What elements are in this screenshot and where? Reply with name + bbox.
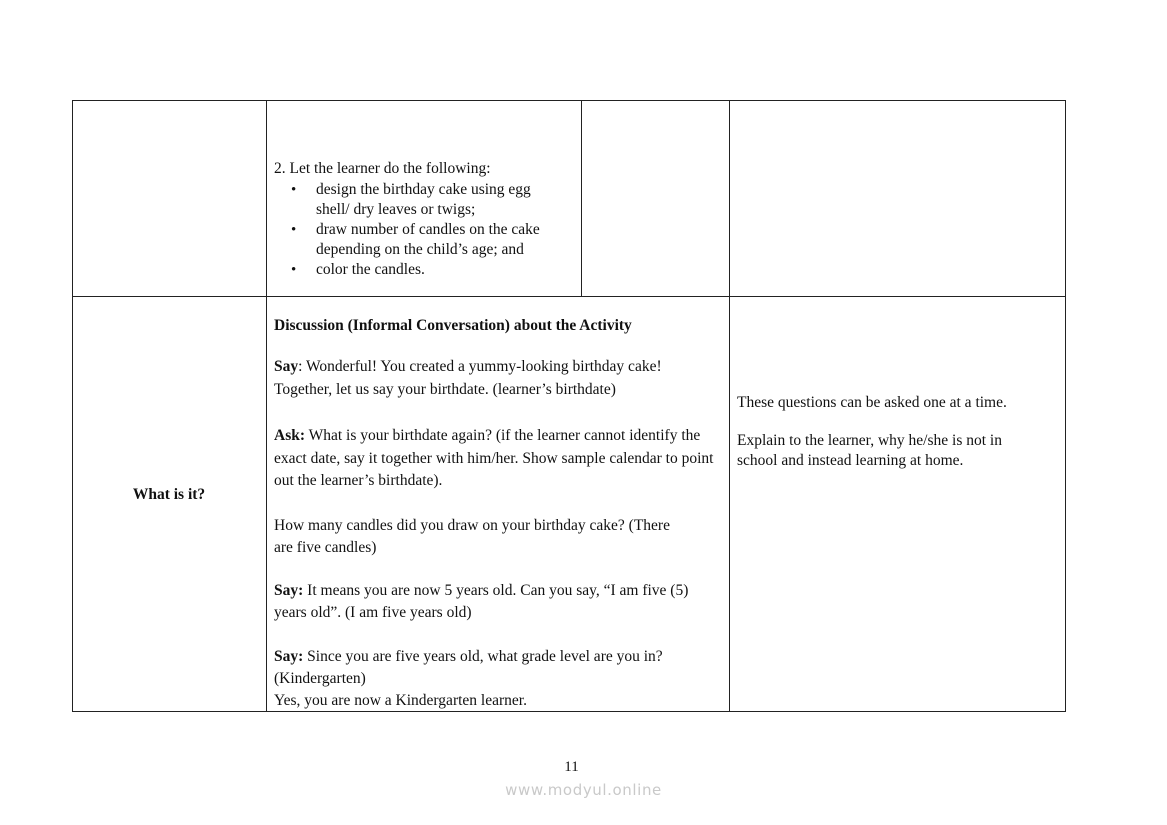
row1-bullet-list [274, 180, 566, 280]
table-border-right [1065, 100, 1066, 712]
teacher-note-2-line1: Explain to the learner, why he/she is not in [737, 432, 1002, 449]
say-paragraph-1-line2: Together, let us say your birthdate. (learner’s birthdate) [274, 381, 616, 398]
say-paragraph-3-line3: Yes, you are now a Kindergarten learner. [274, 692, 527, 709]
ask-label: Ask: [274, 427, 306, 444]
say-text: : Wonderful! You created a yummy-looking birthday cake! [298, 358, 662, 375]
say-paragraph-1 [274, 357, 662, 377]
list-item: • draw number of candles on the cake depending on the child’s age; and [274, 220, 566, 260]
say-paragraph-2-line2: years old”. (I am five years old) [274, 604, 472, 621]
list-item: • design the birthday cake using egg shell/ dry leaves or twigs; [274, 180, 566, 220]
row1-instruction: 2. Let the learner do the following: [274, 160, 491, 177]
ask-text: What is your birthdate again? (if the learner cannot identify the exact date, say it together with him/her. Show sample calendar to point out the learner’s birthdate). [274, 427, 714, 489]
watermark: www.modyul.online [505, 781, 662, 799]
say-label: Say: [274, 648, 304, 665]
candles-question-line1: How many candles did you draw on your birthday cake? (There [274, 517, 670, 534]
table-border-left [72, 100, 73, 712]
say-paragraph-3 [274, 647, 663, 667]
say-paragraph-3-line2: (Kindergarten) [274, 670, 366, 687]
table-border-top [72, 100, 1066, 101]
row-divider [72, 296, 1066, 297]
row2-label: What is it? [132, 486, 206, 503]
col-divider-1 [266, 100, 267, 712]
say-label: Say [274, 358, 299, 375]
say-label: Say: [274, 582, 304, 599]
col-divider-2 [581, 100, 582, 296]
candles-question-line2: are five candles) [274, 539, 377, 556]
list-item: • color the candles. [274, 260, 566, 280]
col-divider-3 [729, 100, 730, 712]
lesson-table [72, 100, 1066, 712]
page-number: 11 [564, 759, 579, 775]
say-text: It means you are now 5 years old. Can you say, “I am five (5) [303, 582, 689, 599]
table-border-bottom [72, 711, 1066, 712]
say-paragraph-2 [274, 581, 688, 601]
say-text: Since you are five years old, what grade level are you in? [303, 648, 663, 665]
ask-paragraph [274, 425, 729, 493]
teacher-note-1: These questions can be asked one at a time. [737, 394, 1007, 411]
teacher-note-2-line2: school and instead learning at home. [737, 452, 964, 469]
discussion-heading: Discussion (Informal Conversation) about the Activity [274, 317, 632, 334]
